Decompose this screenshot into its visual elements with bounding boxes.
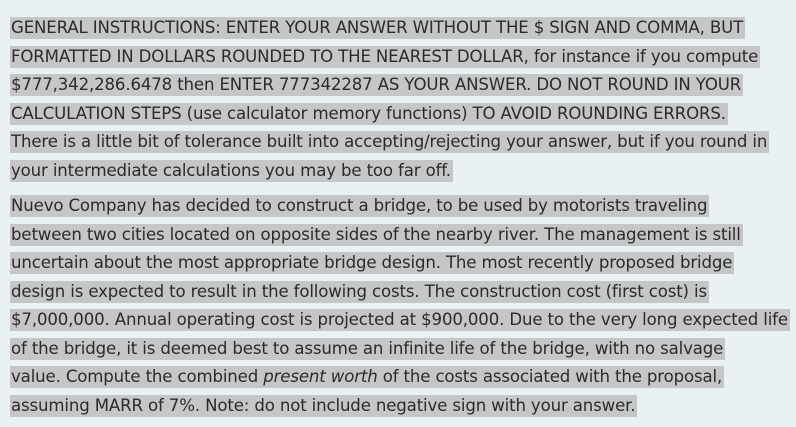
problem-line-5: $7,000,000. Annual operating cost is projected at $900,000. Due to the very long expected life: [11, 310, 788, 329]
problem-line-6: of the bridge, it is deemed best to assume an infinite life of the bridge, with no salvage: [11, 338, 724, 358]
problem-line-7-start: value. Compute the combined: [11, 367, 264, 386]
problem-line-8: assuming MARR of 7%. Note: do not include negative sign with your answer.: [11, 395, 636, 415]
instruction-line-6: your intermediate calculations you may be too far off.: [11, 160, 451, 180]
problem-line-3: uncertain about the most appropriate bridge design. The most recently proposed bridge: [11, 253, 733, 272]
instruction-line-3: $777,342,286.6478 then ENTER 777342287 AS YOUR ANSWER. DO NOT ROUND IN YOUR: [11, 75, 742, 94]
instruction-line-1: GENERAL INSTRUCTIONS: ENTER YOUR ANSWER WITHOUT THE $ SIGN AND COMMA, BUT: [11, 18, 744, 37]
problem-statement: [10, 192, 790, 420]
question-text: [10, 14, 790, 420]
present-worth-emphasis: present worth: [263, 367, 378, 386]
instruction-line-4: CALCULATION STEPS (use calculator memory functions) TO AVOID ROUNDING ERRORS.: [11, 103, 726, 123]
problem-line-4: design is expected to result in the following costs. The construction cost (first cost) is: [11, 281, 707, 301]
instruction-line-5: There is a little bit of tolerance built into accepting/rejecting your answer, but if you round in: [11, 132, 768, 151]
problem-line-7: [10, 366, 724, 388]
general-instructions: [10, 14, 790, 185]
problem-line-7-end: of the costs associated with the proposal,: [377, 367, 723, 386]
problem-line-1: Nuevo Company has decided to construct a bridge, to be used by motorists traveling: [11, 196, 708, 215]
instruction-line-2: FORMATTED IN DOLLARS ROUNDED TO THE NEAREST DOLLAR, for instance if you compute: [11, 46, 759, 66]
problem-line-2: between two cities located on opposite sides of the nearby river. The management is still: [11, 224, 741, 244]
